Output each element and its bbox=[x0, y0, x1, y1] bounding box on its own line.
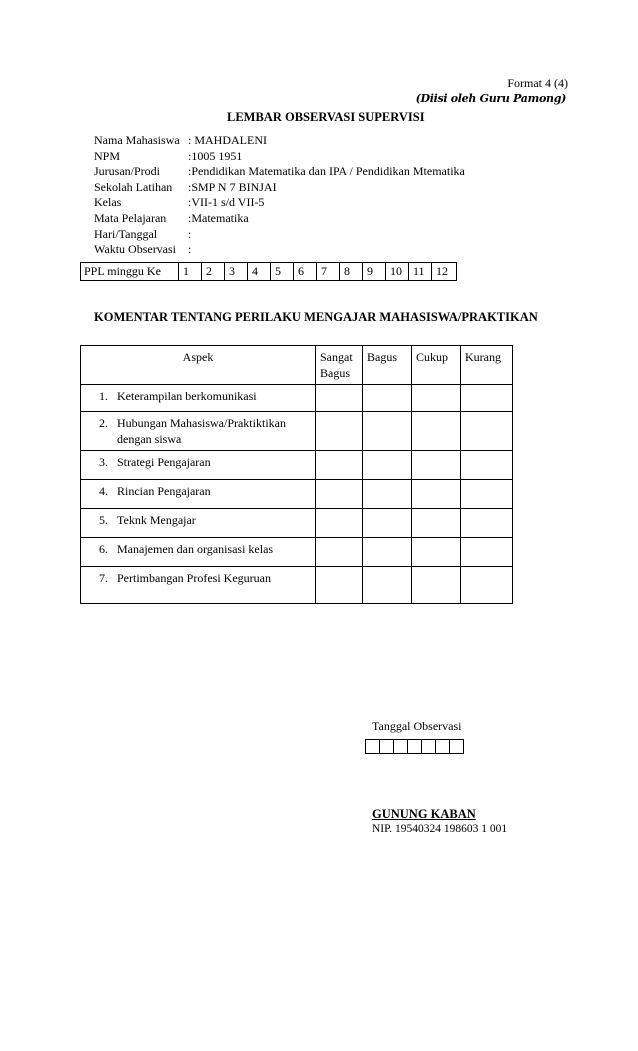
identity-row bbox=[94, 195, 465, 211]
comment-section-title: KOMENTAR TENTANG PERILAKU MENGAJAR MAHASISWA/PRAKTIKAN bbox=[94, 310, 538, 324]
identity-row bbox=[94, 149, 465, 165]
aspect-item bbox=[81, 480, 316, 509]
rating-cell[interactable] bbox=[412, 412, 461, 451]
identity-row bbox=[94, 227, 465, 243]
identity-label: Mata Pelajaran bbox=[94, 210, 167, 225]
aspect-table-header bbox=[81, 346, 513, 385]
identity-row bbox=[94, 164, 465, 180]
ppl-week-cell: 9 bbox=[363, 263, 386, 281]
page-title: LEMBAR OBSERVASI SUPERVISI bbox=[227, 110, 425, 124]
ppl-week-cell: 3 bbox=[225, 263, 248, 281]
aspect-item bbox=[81, 412, 316, 451]
rating-cell[interactable] bbox=[461, 451, 513, 480]
identity-label: Waktu Observasi bbox=[94, 242, 177, 257]
rating-cell[interactable] bbox=[363, 385, 412, 412]
rating-cell[interactable] bbox=[363, 509, 412, 538]
aspect-number: 6. bbox=[99, 542, 108, 556]
ppl-week-cell: 2 bbox=[202, 263, 225, 281]
table-row bbox=[81, 480, 513, 509]
rating-cell[interactable] bbox=[412, 385, 461, 412]
identity-label: Nama Mahasiswa bbox=[94, 133, 180, 147]
identity-label: Hari/Tanggal bbox=[94, 226, 158, 241]
rating-cell[interactable] bbox=[461, 538, 513, 567]
aspect-number: 1. bbox=[99, 389, 108, 403]
aspect-number: 7. bbox=[99, 571, 108, 585]
aspect-item bbox=[81, 385, 316, 412]
identity-label: Sekolah Latihan bbox=[94, 179, 173, 194]
aspect-item bbox=[81, 451, 316, 480]
aspect-text: Strategi Pengajaran bbox=[117, 455, 211, 469]
aspect-item bbox=[81, 509, 316, 538]
ppl-week-cell: 12 bbox=[432, 263, 457, 281]
ppl-week-cell: 11 bbox=[409, 263, 432, 281]
identity-row bbox=[94, 242, 465, 258]
format-label: Format 4 (4) bbox=[507, 76, 568, 90]
header-bagus: Bagus bbox=[363, 346, 412, 385]
rating-cell[interactable] bbox=[412, 480, 461, 509]
ppl-week-table bbox=[80, 262, 457, 281]
identity-value: :Matematika bbox=[188, 210, 249, 225]
signer-nip: NIP. 19540324 198603 1 001 bbox=[372, 823, 508, 835]
aspect-text: Manajemen dan organisasi kelas bbox=[117, 542, 274, 556]
identity-block bbox=[94, 133, 465, 258]
rating-cell[interactable] bbox=[316, 509, 363, 538]
table-row bbox=[81, 412, 513, 451]
ppl-week-cell: 6 bbox=[294, 263, 317, 281]
table-row bbox=[81, 509, 513, 538]
rating-cell[interactable] bbox=[461, 567, 513, 604]
ppl-week-cell: 4 bbox=[248, 263, 271, 281]
identity-label: Jurusan/Prodi bbox=[94, 164, 160, 179]
aspect-text: Hubungan Mahasiswa/Praktiktikan dengan siswa bbox=[117, 416, 286, 446]
ppl-week-cell: 7 bbox=[317, 263, 340, 281]
date-box[interactable] bbox=[394, 740, 408, 754]
table-row bbox=[81, 451, 513, 480]
rating-cell[interactable] bbox=[363, 567, 412, 604]
header-sangat-bagus-line2: Bagus bbox=[320, 366, 350, 380]
identity-value: :1005 1951 bbox=[188, 148, 243, 163]
aspect-text: Rincian Pengajaran bbox=[117, 484, 211, 498]
date-box[interactable] bbox=[380, 740, 394, 754]
date-box[interactable] bbox=[450, 740, 464, 754]
aspect-text: Teknk Mengajar bbox=[117, 513, 196, 527]
rating-cell[interactable] bbox=[363, 538, 412, 567]
ppl-week-cell: 10 bbox=[386, 263, 409, 281]
identity-row bbox=[94, 180, 465, 196]
rating-cell[interactable] bbox=[316, 567, 363, 604]
aspect-text: Pertimbangan Profesi Keguruan bbox=[117, 571, 271, 585]
date-box[interactable] bbox=[422, 740, 436, 754]
ppl-week-cell: 5 bbox=[271, 263, 294, 281]
date-box[interactable] bbox=[408, 740, 422, 754]
aspect-text: Keterampilan berkomunikasi bbox=[117, 389, 257, 403]
identity-label: NPM bbox=[94, 148, 121, 163]
rating-cell[interactable] bbox=[461, 509, 513, 538]
observation-date-label: Tanggal Observasi bbox=[372, 719, 462, 733]
ppl-week-cell: 8 bbox=[340, 263, 363, 281]
header-sangat-bagus-line1: Sangat bbox=[320, 350, 353, 364]
aspect-number: 3. bbox=[99, 455, 108, 469]
observation-date-boxes bbox=[365, 739, 464, 754]
header-cukup: Cukup bbox=[412, 346, 461, 385]
identity-value: :SMP N 7 BINJAI bbox=[188, 179, 277, 194]
rating-cell[interactable] bbox=[412, 509, 461, 538]
identity-value: :VII-1 s/d VII-5 bbox=[188, 195, 265, 210]
ppl-week-label: PPL minggu Ke bbox=[81, 263, 179, 281]
rating-cell[interactable] bbox=[412, 538, 461, 567]
aspect-number: 5. bbox=[99, 513, 108, 527]
header-sangat-bagus bbox=[316, 346, 363, 385]
identity-value: :Pendidikan Matematika dan IPA / Pendidikan Mtematika bbox=[188, 164, 465, 179]
header-kurang: Kurang bbox=[461, 346, 513, 385]
rating-cell[interactable] bbox=[363, 480, 412, 509]
identity-row bbox=[94, 133, 465, 149]
date-box-row bbox=[366, 740, 464, 754]
rating-cell[interactable] bbox=[461, 480, 513, 509]
rating-cell[interactable] bbox=[461, 412, 513, 451]
aspect-item bbox=[81, 567, 316, 604]
aspect-item bbox=[81, 538, 316, 567]
rating-cell[interactable] bbox=[363, 412, 412, 451]
rating-cell[interactable] bbox=[363, 451, 412, 480]
rating-cell[interactable] bbox=[461, 385, 513, 412]
rating-cell[interactable] bbox=[412, 567, 461, 604]
rating-cell[interactable] bbox=[412, 451, 461, 480]
identity-value: : bbox=[188, 242, 192, 257]
rating-cell[interactable] bbox=[316, 480, 363, 509]
signer-name: GUNUNG KABAN bbox=[372, 807, 476, 821]
table-row bbox=[81, 538, 513, 567]
header-aspek: Aspek bbox=[81, 346, 316, 385]
ppl-week-cell: 1 bbox=[179, 263, 202, 281]
rating-cell[interactable] bbox=[316, 385, 363, 412]
aspect-rating-table bbox=[80, 345, 513, 604]
identity-value: : bbox=[188, 226, 192, 241]
rating-cell[interactable] bbox=[316, 412, 363, 451]
date-box[interactable] bbox=[436, 740, 450, 754]
aspect-number: 2. bbox=[99, 416, 108, 430]
identity-label: Kelas bbox=[94, 195, 122, 210]
table-row bbox=[81, 385, 513, 412]
identity-row bbox=[94, 211, 465, 227]
table-row bbox=[81, 567, 513, 604]
filled-by-note: (Diisi oleh Guru Pamong) bbox=[415, 92, 566, 105]
identity-value: : MAHDALENI bbox=[188, 133, 267, 147]
rating-cell[interactable] bbox=[316, 538, 363, 567]
date-box[interactable] bbox=[366, 740, 380, 754]
rating-cell[interactable] bbox=[316, 451, 363, 480]
ppl-week-row bbox=[81, 263, 457, 281]
aspect-number: 4. bbox=[99, 484, 108, 498]
